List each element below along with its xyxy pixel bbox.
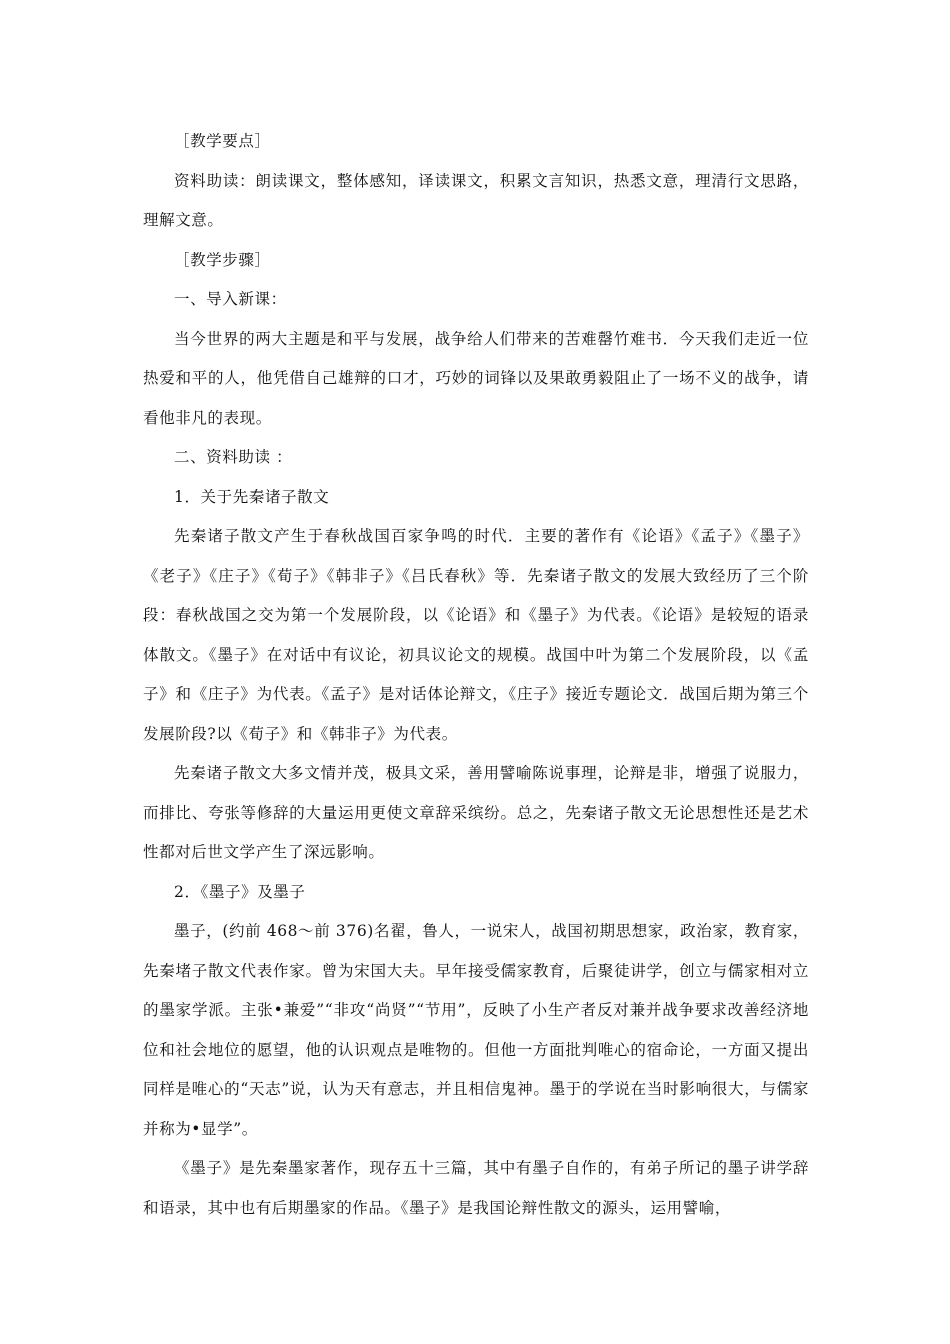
mozi-biography-paragraph: 墨子，(约前 468～前 376)名翟，鲁人，一说宋人，战国初期思想家，政治家，教育家，先秦堵子散文代表作家。曾为宋国大夫。早年接受儒家教育，后聚徒讲学，创立与儒家相对立的墨家学派。主张•兼爱”“非攻“尚贤”“节用”，反映了小生产者反对兼并战争要求改善经济地位和社会地位的愿望，他的认识观点是唯物的。但他一方面批判唯心的宿命论，一方面又提出同样是唯心的“天志”说，认为天有意志，并且相信鬼神。墨于的学说在当时影响很大，与儒家并称为•显学”。 <box>143 922 809 1138</box>
step-2-heading: 二、资料助读 ： <box>174 448 293 466</box>
subsection-1-heading: 1．关于先秦诸子散文 <box>174 487 330 506</box>
step-1-heading: 一、导入新课： <box>174 290 287 308</box>
subsection-2-heading: 2．《墨子》及墨子 <box>174 882 306 901</box>
section-teaching-points: ［教学要点］ <box>174 132 271 150</box>
teaching-points-text: 资料助读：朗读课文，整体感知，译读课文，积累文言知识，热悉文意，理清行文思路，理解文意。 <box>143 171 809 229</box>
mozi-book-paragraph: 《墨子》是先秦墨家著作，现存五十三篇，其中有墨子自作的，有弟子所记的墨子讲学辞和语录，其中也有后期墨家的作品。《墨子》是我国论辩性散文的源头，运用譬喻， <box>143 1159 809 1217</box>
document-body <box>143 122 809 1228</box>
intro-paragraph: 当今世界的两大主题是和平与发展，战争给人们带来的苦难罄竹难书．今天我们走近一位热爱和平的人，他凭借自己雄辩的口才，巧妙的词锋以及果敢勇毅阻止了一场不义的战争，请看他非凡的表现。 <box>143 329 809 427</box>
pre-qin-prose-paragraph-2: 先秦诸子散文大多文情并茂，极具文采，善用譬喻陈说事理，论辩是非，增强了说服力，而排比、夸张等修辞的大量运用更使文章辞采缤纷。总之，先秦诸子散文无论思想性还是艺术性都对后世文学产生了深远影响。 <box>143 764 809 861</box>
pre-qin-prose-paragraph-1: 先秦诸子散文产生于春秋战国百家争鸣的时代．主要的著作有《论语》《孟子》《墨子》《老子》《庄子》《荀子》《韩非子》《吕氏春秋》等．先秦诸子散文的发展大致经历了三个阶段：春秋战国之交为第一个发展阶段，以《论语》和《墨子》为代表。《论语》是较短的语录体散文。《墨子》在对话中有议论，初具议论文的规模。战国中叶为第二个发展阶段，以《孟子》和《庄子》为代表。《孟子》是对话体论辩文，《庄子》接近专题论文．战国后期为第三个发展阶段?以《荀子》和《韩非子》为代表。 <box>143 527 809 743</box>
section-teaching-steps: ［教学步骤］ <box>174 250 271 269</box>
